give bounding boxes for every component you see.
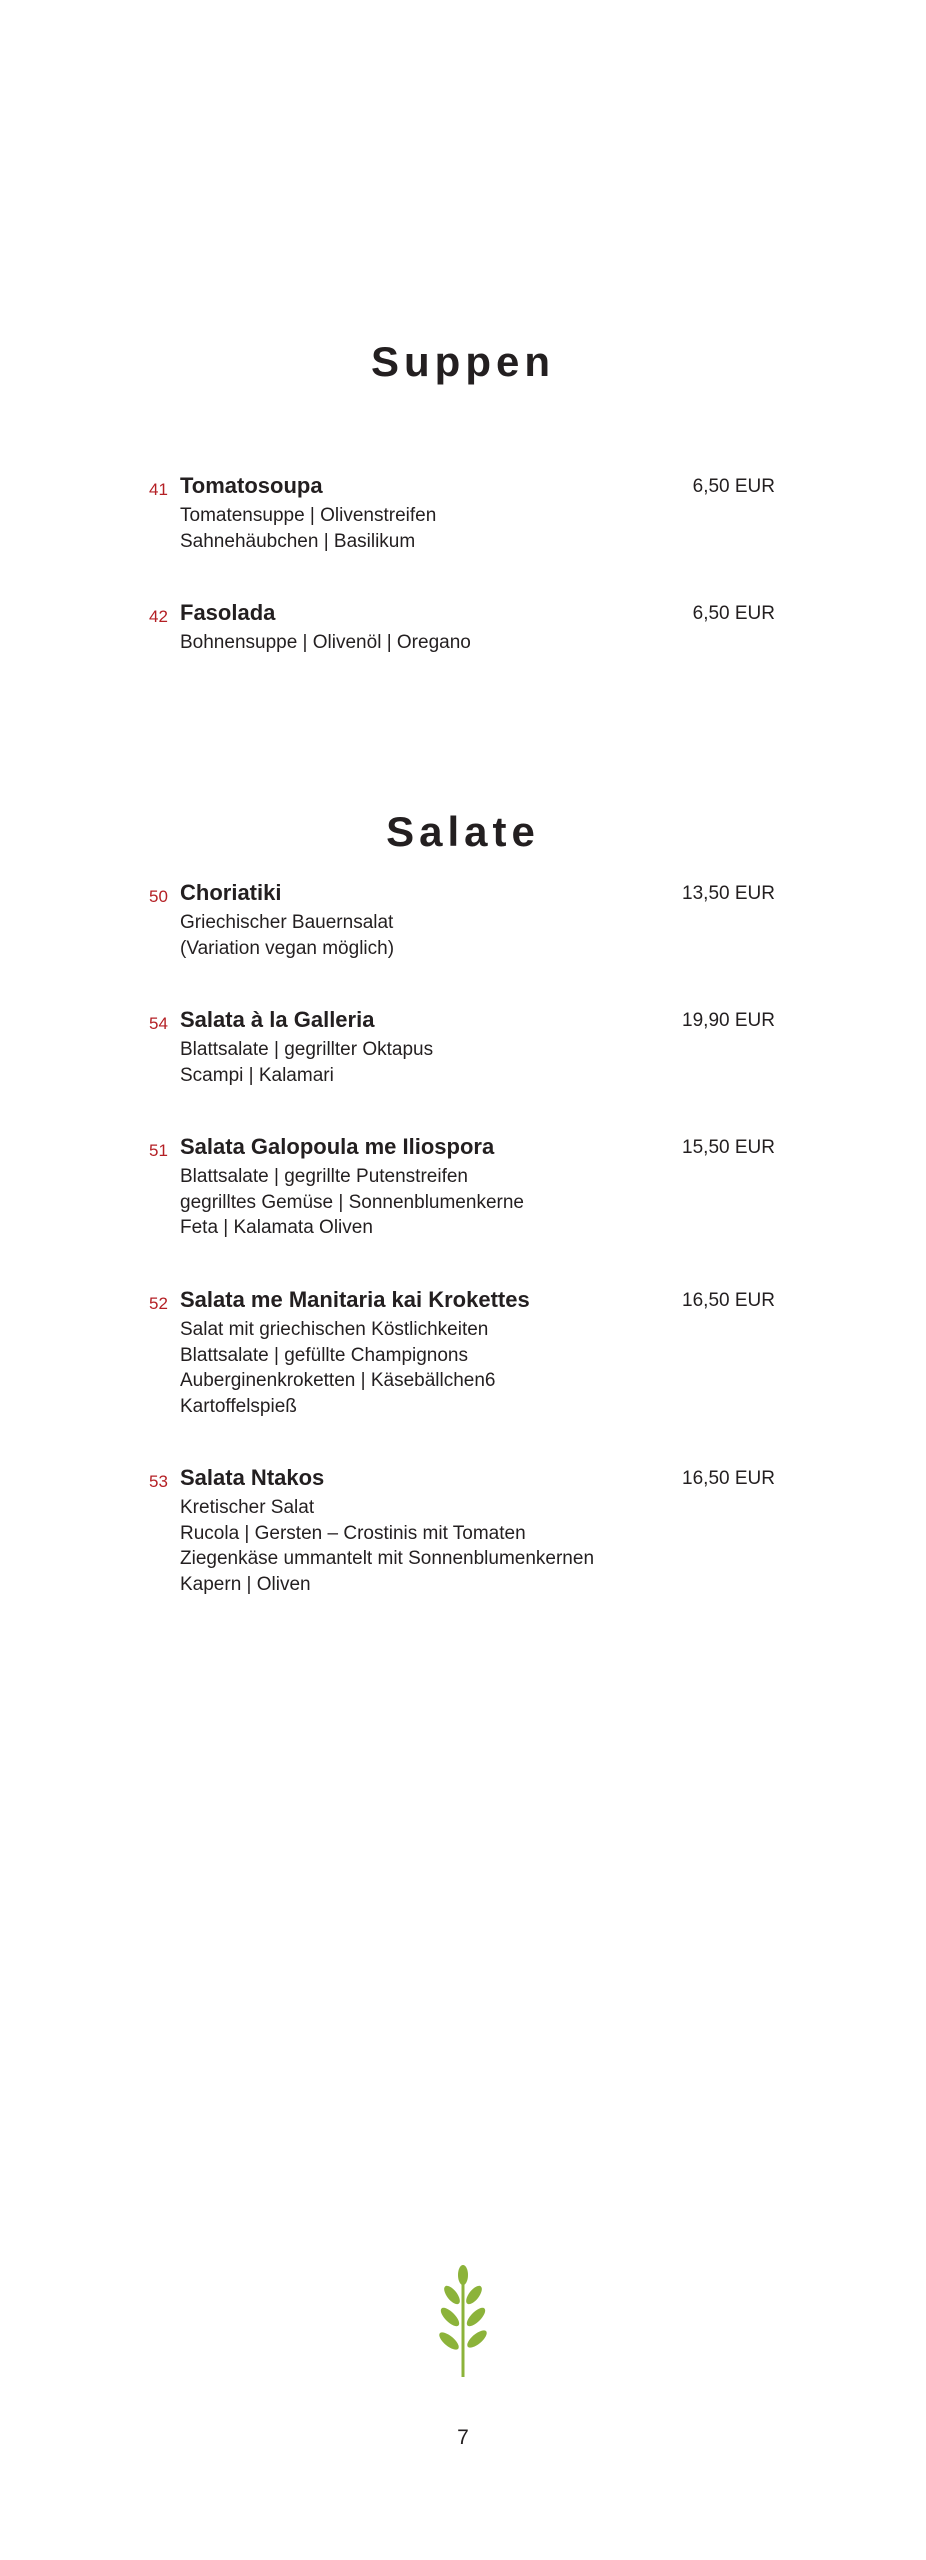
item-name: Fasolada <box>180 600 276 625</box>
olive-branch-icon <box>436 2265 490 2377</box>
item-price: 6,50 EUR <box>692 603 775 624</box>
description-line: Griechischer Bauernsalat <box>180 912 394 933</box>
item-description <box>180 1495 594 1597</box>
item-name: Salata Ntakos <box>180 1465 325 1490</box>
item-price: 15,50 EUR <box>682 1137 775 1158</box>
item-name: Salata à la Galleria <box>180 1007 375 1032</box>
description-line: Blattsalate | gegrillter Oktapus <box>180 1039 434 1060</box>
item-name: Salata me Manitaria kai Krokettes <box>180 1287 530 1312</box>
description-line: Kartoffelspieß <box>180 1395 297 1417</box>
item-price: 6,50 EUR <box>692 476 775 497</box>
item-number: 41 <box>149 480 168 499</box>
item-price: 16,50 EUR <box>682 1468 775 1489</box>
item-description <box>180 630 471 656</box>
item-price: 16,50 EUR <box>682 1290 775 1311</box>
item-price: 13,50 EUR <box>682 883 775 904</box>
section-title-suppen: Suppen <box>371 338 555 385</box>
item-name: Salata Galopoula me Iliospora <box>180 1134 495 1159</box>
item-number: 42 <box>149 607 168 626</box>
description-line: Blattsalate | gegrillte Putenstreifen <box>180 1166 468 1187</box>
description-line: gegrilltes Gemüse | Sonnenblumenkerne <box>180 1191 524 1213</box>
description-line: Rucola | Gersten – Crostinis mit Tomaten <box>180 1522 526 1544</box>
description-line: Auberginenkroketten | Käsebällchen6 <box>180 1370 496 1391</box>
description-line: (Variation vegan möglich) <box>180 937 395 959</box>
item-number: 53 <box>149 1472 168 1491</box>
description-line: Kapern | Oliven <box>180 1573 311 1595</box>
description-line: Salat mit griechischen Köstlichkeiten <box>180 1319 489 1340</box>
item-description <box>180 503 436 554</box>
description-line: Blattsalate | gefüllte Champignons <box>180 1344 468 1366</box>
description-line: Sahnehäubchen | Basilikum <box>180 530 416 552</box>
item-number: 50 <box>149 887 168 906</box>
item-number: 54 <box>149 1014 168 1033</box>
item-name: Tomatosoupa <box>180 473 323 498</box>
description-line: Kretischer Salat <box>180 1497 315 1518</box>
description-line: Feta | Kalamata Oliven <box>180 1217 373 1238</box>
item-description <box>180 1164 524 1241</box>
description-line: Tomatensuppe | Olivenstreifen <box>180 505 437 526</box>
description-line: Scampi | Kalamari <box>180 1064 334 1086</box>
description-line: Bohnensuppe | Olivenöl | Oregano <box>180 632 471 653</box>
description-line: Ziegenkäse ummantelt mit Sonnenblumenkernen <box>180 1548 595 1569</box>
item-number: 51 <box>149 1141 168 1160</box>
item-price: 19,90 EUR <box>682 1010 775 1031</box>
page-number: 7 <box>457 2426 469 2449</box>
section-title-salate: Salate <box>386 808 540 855</box>
item-description <box>180 1037 433 1088</box>
item-description <box>180 910 394 961</box>
item-description <box>180 1317 496 1419</box>
item-number: 52 <box>149 1294 168 1313</box>
item-name: Choriatiki <box>180 880 282 905</box>
